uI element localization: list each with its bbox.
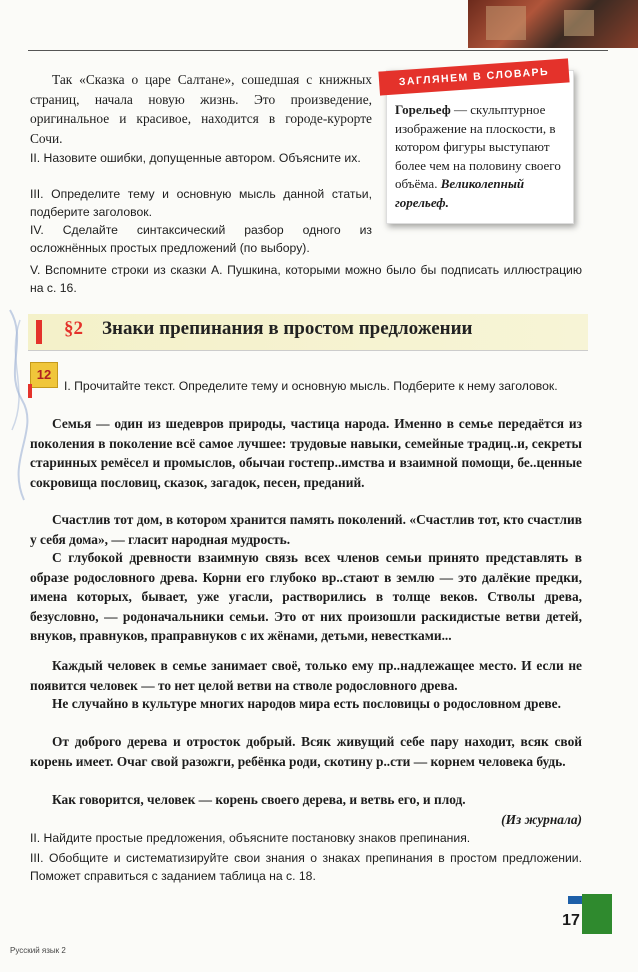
exercise-number: 12	[30, 362, 58, 388]
text-source: (Из журнала)	[501, 812, 582, 827]
text-paragraph: Не случайно в культуре многих народов мира есть пословицы о родословном древе.	[52, 696, 561, 711]
decorative-photo	[468, 0, 638, 48]
section-header	[28, 314, 588, 351]
exercise-task-2: II. Найдите простые предложения, объясните постановку знаков препинания.	[30, 831, 471, 845]
section-title: Знаки препинания в простом предложении	[102, 318, 473, 339]
question-3: III. Определите тему и основную мысль данной статьи, подберите заголовок.	[30, 187, 372, 219]
vocabulary-box	[386, 65, 574, 224]
intro-paragraph: Так «Сказка о царе Салтане», сошедшая с книжных страниц, начала новую жизнь. Это произведение, оригинальное и красивое, находится в городе-курорте Сочи.	[30, 72, 372, 146]
vocabulary-definition: — скульптурное изображение на плоскости, в котором фигуры выступают более чем на половину своего объёма.	[395, 102, 561, 191]
text-paragraph: С глубокой древности взаимную связь всех членов семьи принято представлять в образе родословного древа. Корни его глубоко вр..стают в землю — это далёкие предки, имена которых, бывает, уже угасли, растворились в толще веков. Стволы древа, безусловно, — родоначальники семьи. Это от них произошли раскидистые ветви детей, внуков, правнуков, праправнуков с их жёнами, детьми, невестками...	[30, 550, 582, 643]
text-paragraph: От доброго дерева и отросток добрый. Всяк живущий себе пару находит, всяк свой корень имеет. Очаг свой разожги, ребёнка роди, скотину р..сти — корнем человека будь.	[30, 734, 582, 769]
text-paragraph: Каждый человек в семье занимает своё, только ему пр..надлежащее место. И если не появится человек — то нет целой ветви на стволе родословного древа.	[30, 658, 582, 693]
question-4: IV. Сделайте синтаксический разбор одного из осложнённых простых предложений (по выбору).	[30, 223, 372, 255]
exercise-task-3: III. Обобщите и систематизируйте свои знания о знаках препинания в простом предложении. Поможет справиться с заданием таблица на с. 18.	[30, 851, 582, 883]
section-number: §2	[64, 318, 83, 339]
photo-detail	[564, 10, 594, 36]
question-5: V. Вспомните строки из сказки А. Пушкина, которыми можно было бы подписать иллюстрацию на с. 16.	[30, 263, 582, 295]
corner-decoration	[582, 894, 612, 934]
section-marker	[36, 320, 42, 344]
vocabulary-body	[395, 101, 567, 212]
text-paragraph: Счастлив тот дом, в котором хранится память поколений. «Счастлив тот, кто счастлив у себя дома», — гласит народная мудрость.	[30, 512, 582, 547]
top-rule	[28, 50, 608, 51]
corner-decoration	[568, 896, 582, 904]
text-paragraph: Семья — один из шедевров природы, частица народа. Именно в семье передаётся из поколения в поколение всё самое лучшее: трудовые навыки, семейные традиц..и, секреты старинных ремёсел и промыслов, обычаи гостепр..имства и взаимной помощи, бе..ценные сокровища пословиц, сказок, загадок, песен, преданий.	[30, 416, 582, 490]
question-2: II. Назовите ошибки, допущенные автором. Объясните их.	[30, 151, 361, 165]
exercise-task-1: I. Прочитайте текст. Определите тему и основную мысль. Подберите к нему заголовок.	[64, 379, 558, 393]
vocabulary-term: Горельеф	[395, 102, 451, 117]
vocabulary-example: Великолепный горельеф.	[395, 176, 525, 210]
photo-detail	[486, 6, 526, 40]
text-paragraph: Как говорится, человек — корень своего дерева, и ветвь его, и плод.	[52, 792, 466, 807]
footer-label: Русский язык 2	[10, 946, 66, 955]
page-number: 17	[562, 912, 580, 929]
vocabulary-tab: ЗАГЛЯНЕМ В СЛОВАРЬ	[378, 58, 569, 95]
